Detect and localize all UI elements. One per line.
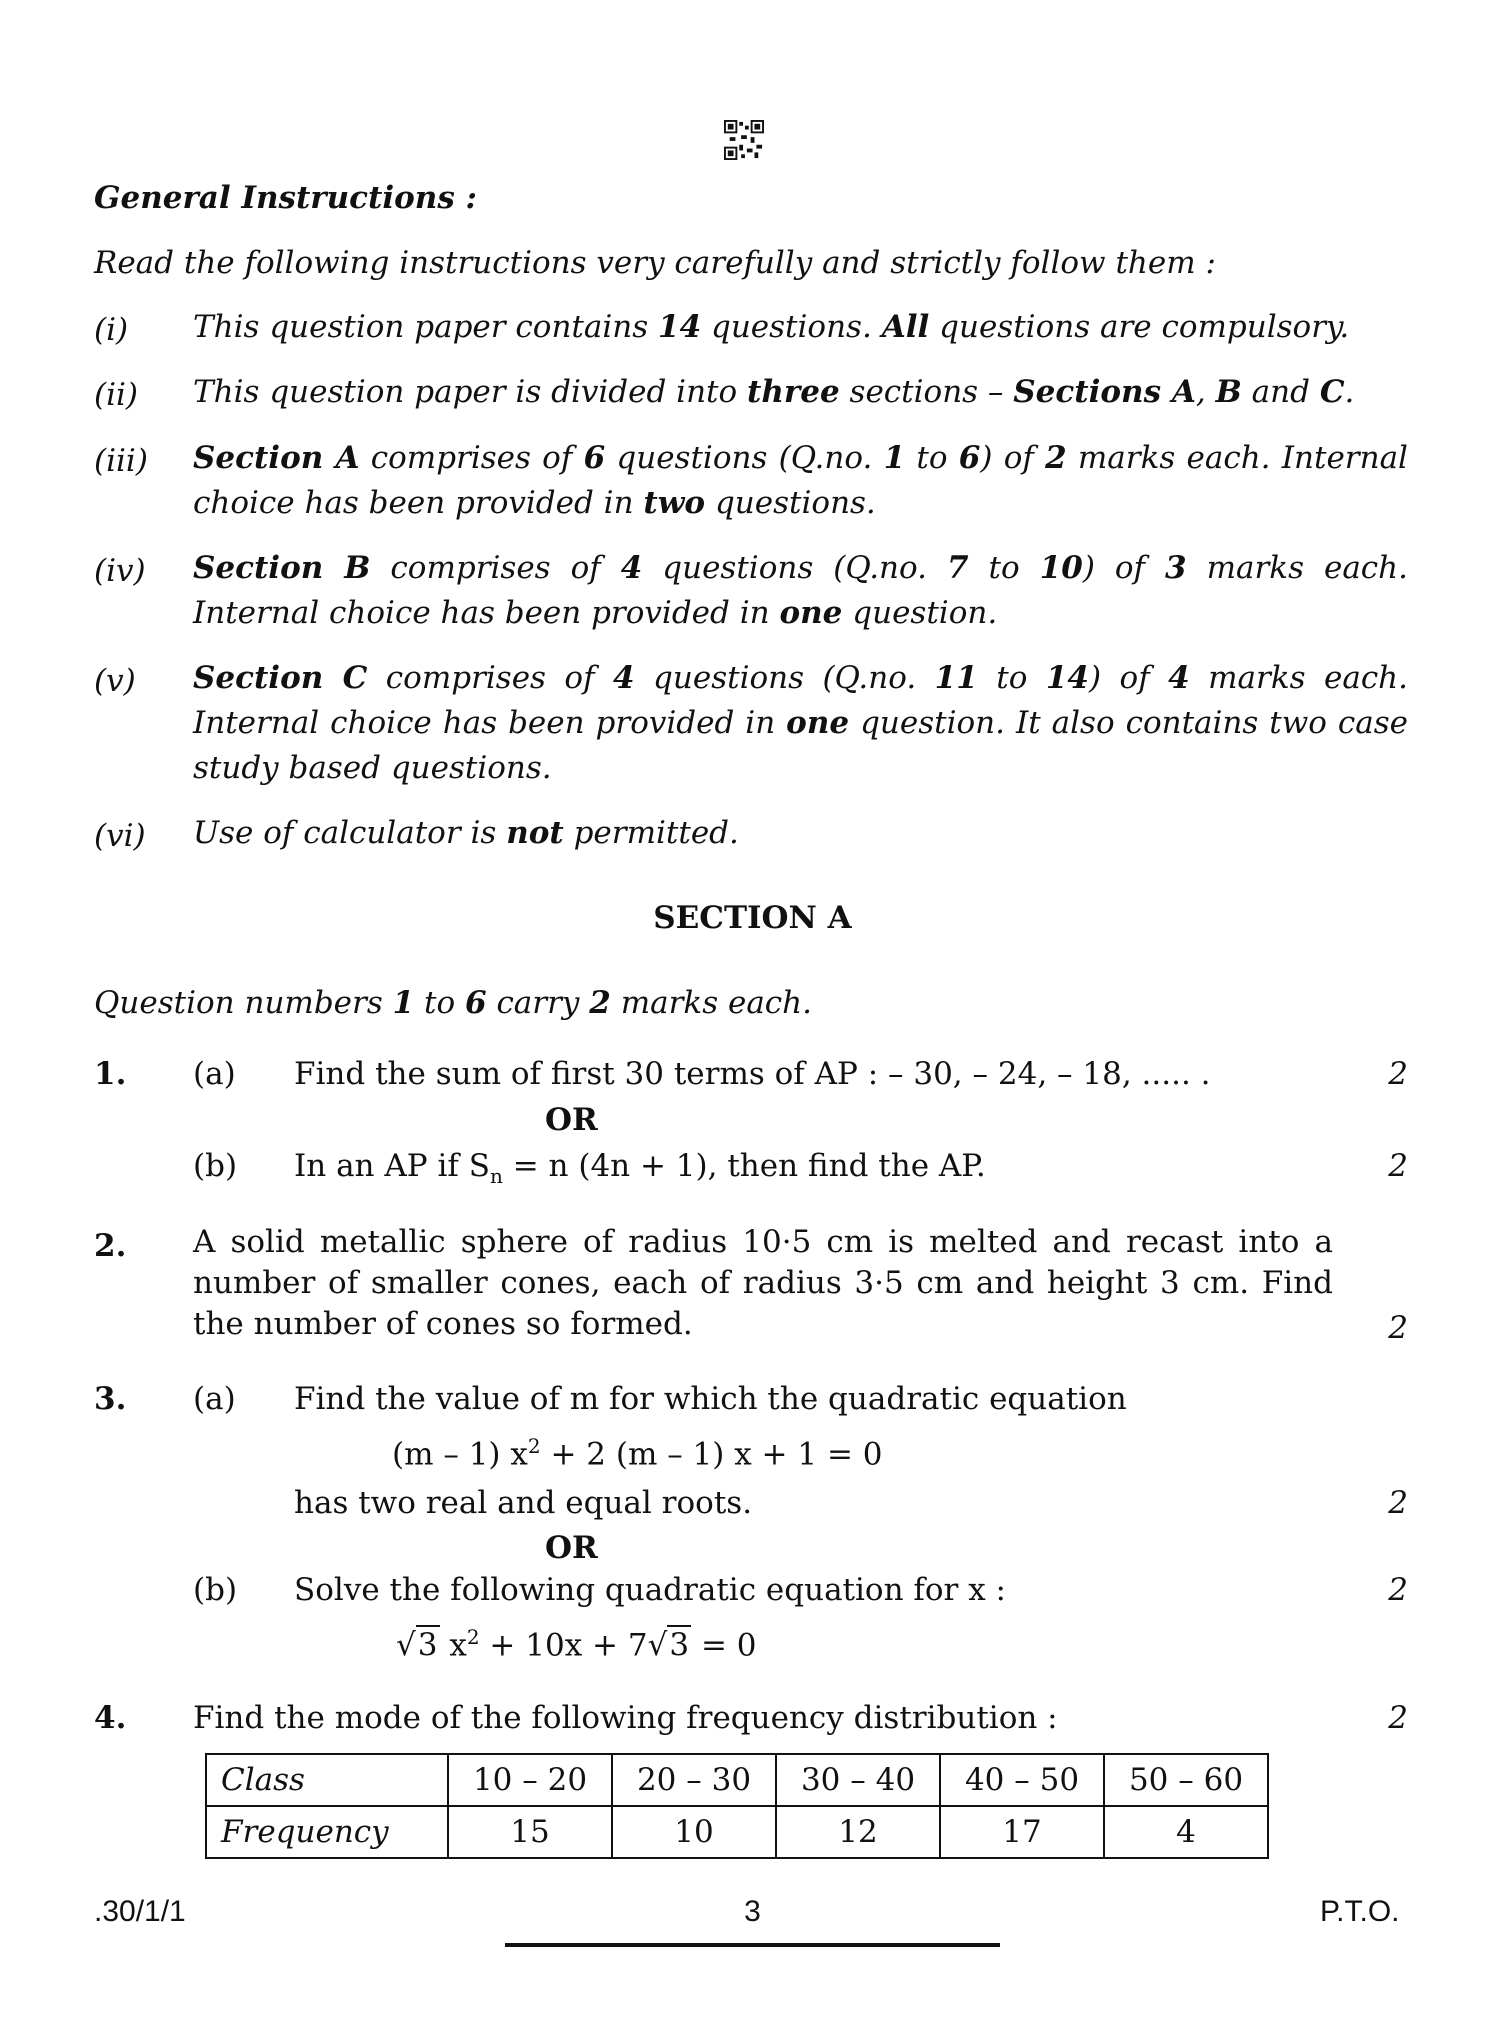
question-number: 3. <box>94 1381 127 1417</box>
frequency-table <box>205 1753 1269 1859</box>
question-text: has two real and equal roots. <box>294 1485 753 1521</box>
question-number: 1. <box>94 1056 127 1092</box>
footer-rule <box>505 1943 1000 1947</box>
instruction-number: (v) <box>94 663 136 699</box>
table-cell: 40 – 50 <box>940 1754 1104 1806</box>
question-text: Find the sum of first 30 terms of AP : – 30, – 24, – 18, ..... . <box>294 1056 1211 1092</box>
question-text: In an AP if $S_n = n$ (4n + 1), then find the AP. <box>294 1148 986 1189</box>
pto-label: P.T.O. <box>1320 1895 1400 1928</box>
marks: 2 <box>1388 1485 1408 1521</box>
table-cell: 30 – 40 <box>776 1754 940 1806</box>
section-heading: SECTION A <box>653 900 852 936</box>
instructions-intro: Read the following instructions very carefully and strictly follow them : <box>94 245 1216 281</box>
marks: 2 <box>1388 1700 1408 1736</box>
table-cell: 4 <box>1104 1806 1268 1858</box>
table-cell: 10 – 20 <box>448 1754 612 1806</box>
instruction-number: (iii) <box>94 443 148 479</box>
part-label: (a) <box>193 1381 236 1417</box>
radical: √3 <box>647 1627 690 1664</box>
or-label: OR <box>545 1530 598 1566</box>
question-number: 4. <box>94 1700 127 1736</box>
table-cell: 15 <box>448 1806 612 1858</box>
or-label: OR <box>545 1102 598 1138</box>
table-cell: 12 <box>776 1806 940 1858</box>
marks: 2 <box>1388 1310 1408 1346</box>
table-cell: 17 <box>940 1806 1104 1858</box>
table-cell: 20 – 30 <box>612 1754 776 1806</box>
part-label: (a) <box>193 1056 236 1092</box>
paper-code: .30/1/1 <box>94 1895 186 1928</box>
question-text: Find the value of m for which the quadratic equation <box>294 1381 1127 1417</box>
instruction-item: Use of calculator is not permitted. <box>193 815 739 851</box>
instructions-title: General Instructions : <box>94 180 478 216</box>
table-row-label: Frequency <box>206 1806 448 1858</box>
equation: (m – 1) $x^2 + 2$ (m – 1) x + 1 = 0 <box>392 1434 883 1473</box>
qr-code-icon <box>724 120 764 160</box>
section-intro: Question numbers 1 to 6 carry 2 marks each. <box>94 985 812 1021</box>
marks: 2 <box>1388 1056 1408 1092</box>
instruction-number: (ii) <box>94 377 139 413</box>
instruction-item: Section A comprises of 6 questions (Q.no. 1 to 6) of 2 marks each. Internal choice has been provided in two questions. <box>193 440 1408 521</box>
table-cell: 10 <box>612 1806 776 1858</box>
question-text: Solve the following quadratic equation for x : <box>294 1572 1007 1608</box>
instruction-item: Section C comprises of 4 questions (Q.no. 11 to 14) of 4 marks each. Internal choice has been provided in one question. It also contains two case study based questions. <box>193 660 1408 786</box>
instruction-item: Section B comprises of 4 questions (Q.no. 7 to 10) of 3 marks each. Internal choice has been provided in one question. <box>193 550 1408 631</box>
radical: √3 <box>396 1627 438 1664</box>
question-text: A solid metallic sphere of radius 10·5 cm is melted and recast into a number of smaller cones, each of radius 3·5 cm and height 3 cm. Find the number of cones so formed. <box>193 1224 1333 1342</box>
part-label: (b) <box>193 1148 238 1184</box>
instruction-item: This question paper is divided into three sections – Sections A, B and C. <box>193 374 1355 410</box>
instruction-item: This question paper contains 14 questions. All questions are compulsory. <box>193 309 1350 345</box>
instruction-number: (i) <box>94 312 129 348</box>
instruction-number: (vi) <box>94 818 146 854</box>
table-row <box>206 1754 1268 1806</box>
page-number: 3 <box>744 1895 761 1928</box>
table-row <box>206 1806 1268 1858</box>
table-row-label: Class <box>206 1754 448 1806</box>
part-label: (b) <box>193 1572 238 1608</box>
question-text: Find the mode of the following frequency distribution : <box>193 1700 1058 1736</box>
instruction-number: (iv) <box>94 553 146 589</box>
marks: 2 <box>1388 1148 1408 1184</box>
marks: 2 <box>1388 1572 1408 1608</box>
question-number: 2. <box>94 1228 127 1264</box>
table-cell: 50 – 60 <box>1104 1754 1268 1806</box>
equation: √3 $x^2 + 10x + 7√3 = 0$ <box>396 1625 757 1664</box>
